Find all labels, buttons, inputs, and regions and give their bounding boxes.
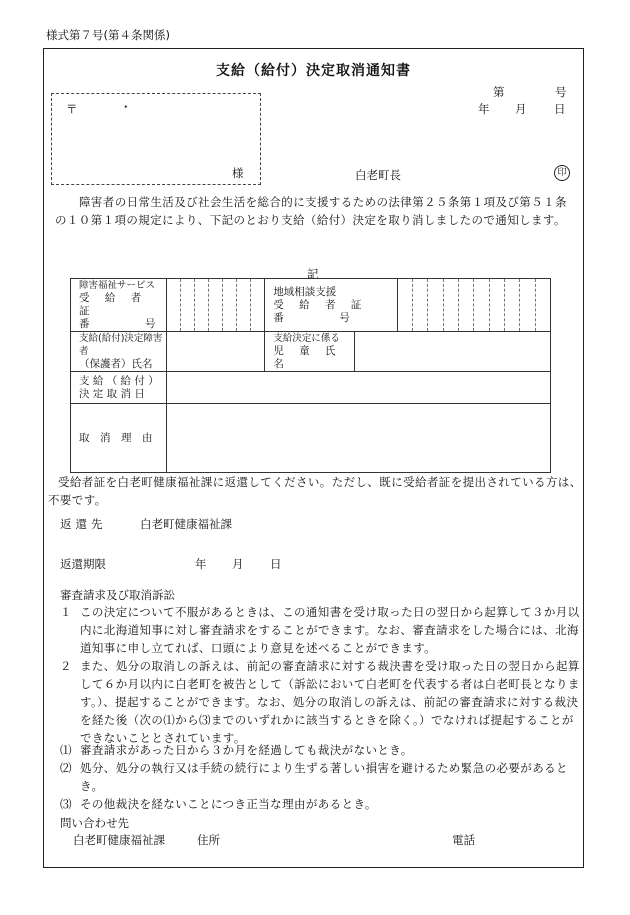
appeal-item (60, 741, 580, 759)
item-number: ２ (60, 659, 72, 673)
appeal-item (60, 759, 580, 795)
table-row (71, 279, 551, 332)
doc-number-suffix: 号 (555, 85, 567, 99)
form-number-label: 様式第７号(第４条関係) (46, 28, 170, 42)
contact-organization: 白老町健康福祉課 (73, 833, 165, 847)
cancellation-reason-label: 取 消 理 由 (71, 404, 167, 473)
postal-mark: 〒 (66, 102, 78, 116)
appeal-heading: 審査請求及び取消訴訟 (60, 588, 175, 602)
cert-label-line: 受 給 者 証 (79, 292, 148, 317)
deadline-year-label: 年 (195, 557, 207, 571)
item-number: １ (60, 605, 72, 619)
cert-label-line: 受 給 者 証 (273, 298, 368, 311)
appeal-item (60, 795, 580, 813)
deadline-month-label: 月 (232, 557, 244, 571)
decided-person-line: 支給(給付)決定障害者 (79, 333, 163, 357)
return-destination: 白老町健康福祉課 (140, 517, 232, 531)
decided-person-name-field[interactable] (167, 332, 265, 372)
cancellation-details-table (70, 278, 551, 473)
contact-heading: 問い合わせ先 (60, 816, 129, 830)
community-support-cert-label (265, 279, 397, 332)
service-type-label: 障害福祉サービス (79, 280, 156, 291)
community-cert-digit[interactable] (520, 279, 535, 332)
cert-number-digit[interactable] (209, 279, 223, 332)
record-heading: 記 (307, 267, 319, 281)
child-name-line: 児 童 氏 名 (273, 345, 342, 370)
number-label-line: 番 号 (79, 318, 162, 330)
cert-number-label (71, 279, 167, 332)
notice-paragraph: 障害者の日常生活及び社会生活を総合的に支援するための法律第２５条第１項及び第５１条の１０第１項の規定により、下記のとおり支給（給付）決定を取り消しましたので通知します。 (55, 195, 567, 227)
seal-icon: 印 (554, 165, 570, 181)
appeal-item (60, 603, 580, 657)
table-row (71, 372, 551, 404)
community-cert-digit[interactable] (474, 279, 489, 332)
child-name-label (265, 332, 354, 372)
date-year-label: 年 (478, 102, 490, 116)
cert-number-digit[interactable] (237, 279, 251, 332)
community-cert-digit[interactable] (428, 279, 443, 332)
community-cert-digit[interactable] (412, 279, 427, 332)
child-name-field[interactable] (354, 332, 551, 372)
item-text: また、処分の取消しの訴えは、前記の審査請求に対する裁決書を受け取った日の翌日から起算して６か月以内に白老町を被告として（訴訟において白老町を代表する者は白老町長となります。）、提起することができます。なお、処分の取消しの訴えは、前記の審査請求に対する裁決を経た後（次の⑴から⑶までのいずれかに該当するときを除く。）でなければ提起することができないこととされています。 (80, 659, 580, 745)
contact-phone-label: 電話 (452, 833, 475, 847)
item-text: その他裁決を経ないことにつき正当な理由があるとき。 (80, 797, 377, 811)
community-cert-digit[interactable] (458, 279, 473, 332)
date-month-label: 月 (515, 102, 527, 116)
community-cert-digit[interactable] (443, 279, 458, 332)
appeal-item (60, 657, 580, 747)
community-cert-digit[interactable] (397, 279, 412, 332)
child-decision-line: 支給決定に係る (273, 333, 340, 344)
community-support-line: 地域相談支援 (273, 285, 337, 298)
deadline-day-label: 日 (270, 557, 282, 571)
document-title: 支給（給付）決定取消通知書 (216, 63, 411, 79)
contact-address-label: 住所 (197, 833, 220, 847)
cert-number-digit[interactable] (181, 279, 195, 332)
return-instruction: 受給者証を白老町健康福祉課に返還してください。ただし、既に受給者証を提出されている方は、不要です。 (48, 475, 582, 507)
payment-line: 支 給 （ 給 付 ） (79, 374, 159, 387)
number-label-line: 番 号 (273, 311, 356, 324)
item-text: 審査請求があった日から３か月を経過しても裁決がないとき。 (80, 743, 413, 757)
community-cert-digit[interactable] (489, 279, 504, 332)
doc-number-prefix: 第 (493, 85, 505, 99)
recipient-honorific: 様 (232, 166, 244, 180)
return-deadline-label: 返還期限 (60, 557, 106, 571)
decided-person-name-label (71, 332, 167, 372)
cert-number-digit[interactable] (195, 279, 209, 332)
cancellation-date-line: 決 定 取 消 日 (79, 387, 145, 400)
cancellation-date-field[interactable] (167, 372, 551, 404)
return-destination-label: 返還先 (60, 517, 107, 531)
table-row (71, 332, 551, 372)
cancellation-date-label (71, 372, 167, 404)
postal-separator: ・ (120, 100, 132, 114)
cancellation-reason-field[interactable] (167, 404, 551, 473)
item-number: ⑵ (60, 761, 72, 775)
cert-number-digit[interactable] (251, 279, 265, 332)
item-number: ⑴ (60, 743, 72, 757)
item-text: 処分、処分の執行又は手続の続行により生ずる著しい損害を避けるため緊急の必要があるとき。 (80, 761, 568, 793)
item-text: この決定について不服があるときは、この通知書を受け取った日の翌日から起算して３か月以内に北海道知事に対し審査請求をすることができます。なお、審査請求をした場合には、北海道知事に申し立てれば、口頭により意見を述べることができます。 (80, 605, 580, 655)
date-day-label: 日 (554, 102, 566, 116)
guardian-name-line: （保護者）氏名 (79, 358, 153, 370)
recipient-address-box (51, 93, 261, 185)
cert-number-digit[interactable] (167, 279, 181, 332)
issuer-name: 白老町長 (355, 168, 401, 182)
community-cert-digit[interactable] (504, 279, 519, 332)
cert-number-digit[interactable] (223, 279, 237, 332)
item-number: ⑶ (60, 797, 72, 811)
community-cert-digit[interactable] (535, 279, 550, 332)
table-row (71, 404, 551, 473)
